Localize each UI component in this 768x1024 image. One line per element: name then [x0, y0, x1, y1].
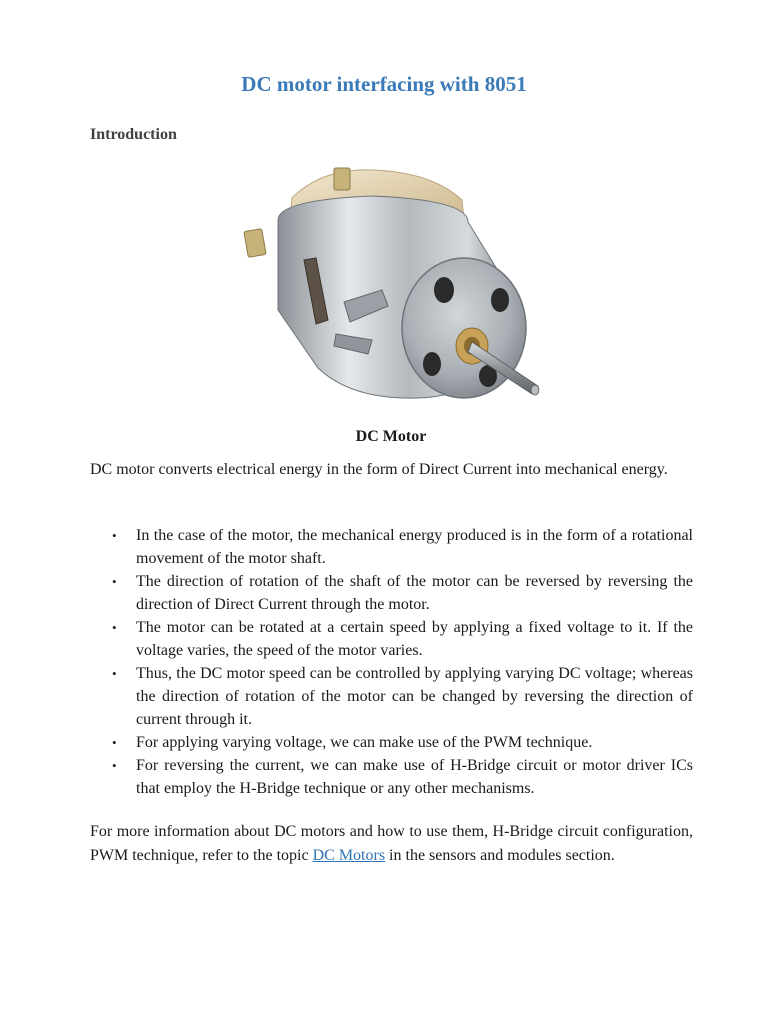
section-heading-introduction: Introduction	[90, 126, 177, 143]
closing-paragraph	[90, 820, 693, 868]
dc-motor-image	[232, 150, 552, 410]
list-item: • For reversing the current, we can make use of H-Bridge circuit or motor driver ICs that employ the H-Bridge technique or any other mechanisms.	[90, 754, 693, 800]
closing-text-after-link: in the sensors and modules section.	[385, 847, 615, 864]
list-item: • The motor can be rotated at a certain speed by applying a fixed voltage to it. If the voltage varies, the speed of the motor varies.	[90, 616, 693, 662]
closing-text-before-link: For more information about DC motors and how to use them, H-Bridge circuit configuration, PWM technique, refer to the topic	[90, 823, 693, 864]
dc-motors-link[interactable]: DC Motors	[312, 847, 386, 864]
intro-paragraph: DC motor converts electrical energy in the form of Direct Current into mechanical energy.	[90, 461, 668, 478]
dc-motor-illustration	[232, 150, 552, 410]
feature-list	[90, 524, 693, 800]
list-item: • The direction of rotation of the shaft of the motor can be reversed by reversing the direction of Direct Current through the motor.	[90, 570, 693, 616]
document-title: DC motor interfacing with 8051	[241, 72, 527, 96]
figure-caption: DC Motor	[355, 428, 427, 445]
list-item: • For applying varying voltage, we can make use of the PWM technique.	[90, 731, 693, 754]
list-item: • Thus, the DC motor speed can be controlled by applying varying DC voltage; whereas the direction of rotation of the motor can be changed by reversing the direction of current through it.	[90, 662, 693, 731]
list-item: • In the case of the motor, the mechanical energy produced is in the form of a rotational movement of the motor shaft.	[90, 524, 693, 570]
